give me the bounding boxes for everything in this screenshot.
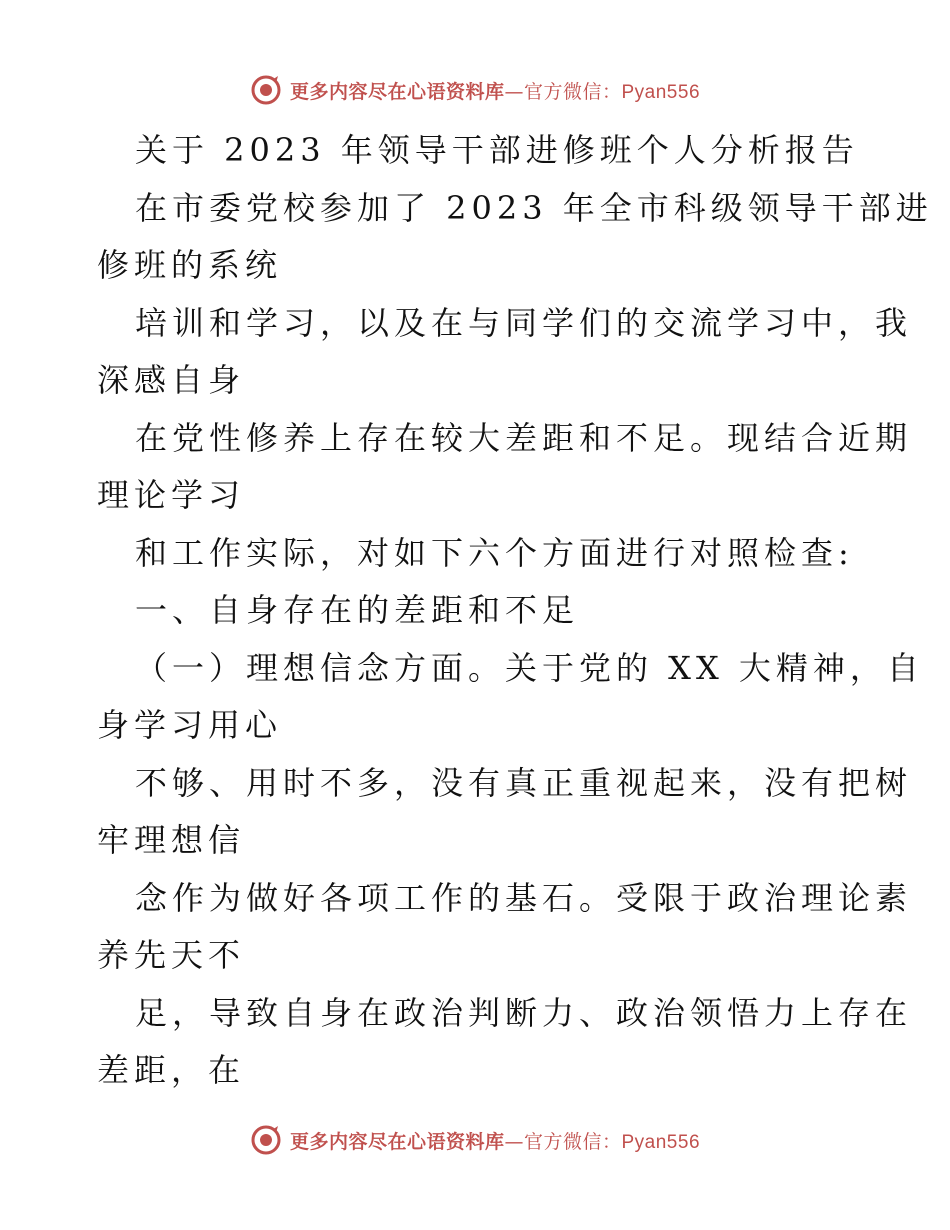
text-line: 养先天不: [97, 936, 246, 974]
line-title: 关于 2023 年领导干部进修班个人分析报告: [135, 131, 859, 169]
section-heading: 一、自身存在的差距和不足: [135, 591, 580, 629]
watermark-text: [290, 77, 700, 104]
text-line: 念作为做好各项工作的基石。受限于政治理论素: [135, 878, 913, 917]
watermark-dash: —: [504, 80, 524, 103]
watermark-header: [0, 70, 950, 110]
watermark-id: Pyan556: [621, 1131, 701, 1153]
watermark-main: 更多内容尽在心语资料库: [289, 80, 505, 103]
text-line: 在市委党校参加了 2023 年全市科级领导干部进: [135, 188, 933, 227]
brand-logo-icon: [250, 1124, 282, 1156]
brand-logo-icon: [250, 74, 282, 106]
watermark-footer: [0, 1120, 950, 1160]
watermark-text: [290, 1127, 700, 1154]
text-line: 差距，在: [97, 1051, 246, 1089]
text-line: 修班的系统: [97, 246, 283, 284]
watermark-dash: —: [504, 1130, 524, 1153]
document-body: [97, 122, 933, 1100]
text-line: 不够、用时不多，没有真正重视起来，没有把树: [135, 763, 913, 802]
watermark-official: 官方微信：: [523, 1130, 622, 1153]
text-line: 身学习用心: [97, 706, 283, 744]
text-line: 深感自身: [97, 361, 246, 399]
text-line: 在党性修养上存在较大差距和不足。现结合近期: [135, 418, 913, 457]
text-line: 足，导致自身在政治判断力、政治领悟力上存在: [135, 993, 913, 1032]
text-line: （一）理想信念方面。关于党的 XX 大精神，自: [135, 648, 924, 687]
watermark-official: 官方微信：: [523, 80, 622, 103]
watermark-id: Pyan556: [621, 81, 701, 103]
text-line: 牢理想信: [97, 821, 246, 859]
text-line: 和工作实际，对如下六个方面进行对照检查:: [135, 533, 854, 572]
text-line: 理论学习: [97, 476, 246, 514]
watermark-main: 更多内容尽在心语资料库: [289, 1130, 505, 1153]
text-line: 培训和学习，以及在与同学们的交流学习中，我: [135, 303, 913, 342]
